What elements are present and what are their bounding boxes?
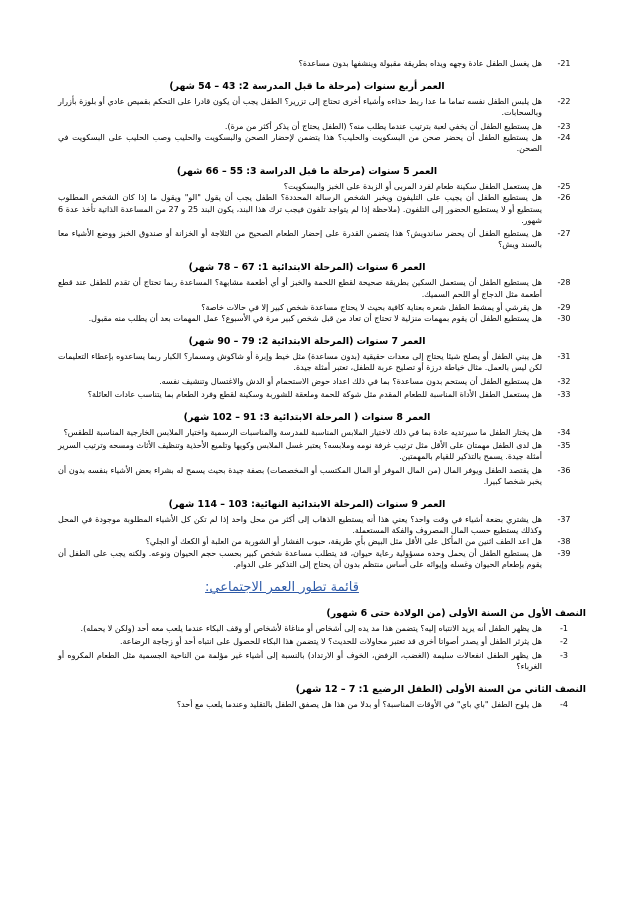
item-25 bbox=[58, 181, 586, 192]
item-text: هل يظهر الطفل أنه يريد الانتباه إليه؟ يتضمن هذا مد يده إلى أشخاص أو مناغاة لأشخاص أو وقف البكاء عندما يلعب معه أحد (ولكن لا يحمله). bbox=[80, 624, 542, 634]
social-age-list-title: قائمة تطور العمر الاجتماعي: bbox=[205, 580, 359, 596]
item-text: هل يستطيع الطفل أن يحضر ساندويش؟ هذا يتضمن القدرة على إحضار الطعام الصحيح من الثلاجة أو الخزانة أو صندوق الخبز ووضع الأشياء معا بالسند ويش؟ bbox=[58, 229, 542, 250]
item-text: هل يستطيع الطفل أن يجيب على التليفون ويخبر الشخص الرسالة المحددة؟ الطفل يجب أن يقول "الو" ويقول ما إذا كان الشخص المطلوب يستطيع أو لا يستطيع الحضور إلى التلفون. (ملاحظة إذا لم يتواجد تلفون فيجب ترك هذا البند، يكون البند 25 و 27 من المساعدة الذاتية تأخذ عدة 6 شهور. bbox=[58, 193, 543, 225]
section-heading-age-5: العمر 5 سنوات (مرحلة ما قبل الدراسة 3: 55 – 66 شهر) bbox=[176, 166, 438, 178]
social-item-3 bbox=[58, 650, 586, 672]
social-item-2 bbox=[58, 636, 586, 647]
item-number: -31 bbox=[557, 352, 571, 362]
item-number: -2 bbox=[560, 637, 568, 647]
item-33 bbox=[58, 389, 586, 400]
document-page bbox=[58, 58, 586, 710]
item-21 bbox=[58, 58, 586, 69]
item-29 bbox=[58, 302, 586, 313]
social-item-4 bbox=[58, 699, 586, 710]
item-number: -39 bbox=[557, 548, 571, 558]
item-text: هل يستطيع الطفل أن يحضر صحن من البسكويت والحليب؟ هذا يتضمن لإحضار الصحن والبسكويت والحليب وصب الحليب على البسكويت في الصحن. bbox=[58, 132, 542, 154]
section-heading-age-7: العمر 7 سنوات (المرحلة الابتدائية 2: 79 – 90 شهر) bbox=[188, 336, 426, 348]
item-text: هل يستطيع الطفل أن يستعمل السكين بطريقة صحيحة لقطع اللحمة والخبز أو أي أطعمة مشابهة؟ المساعدة ربما تحتاج أن تقدم للطفل عند قطع أطعمة مثل الدجاج أو اللحم السميك. bbox=[58, 278, 542, 299]
item-number: -34 bbox=[557, 428, 571, 438]
item-number: -37 bbox=[557, 515, 571, 525]
item-23 bbox=[58, 121, 586, 132]
item-number: -28 bbox=[557, 278, 571, 288]
item-22 bbox=[58, 96, 586, 118]
item-number: -24 bbox=[557, 132, 571, 142]
item-text: هل يبني الطفل أو يصلح شيئا يحتاج إلى معدات حقيقية (بدون مساعدة) مثل خيط وإبرة أو شاكوش ومسمار؟ الكبار ربما يساعدوه بإعطاء التعليمات لكن ليس بالعمل. مثال خياطة درزة أو تصليح عربة للطفل، تعتبر أمثلة جيدة. bbox=[58, 352, 542, 373]
item-27 bbox=[58, 228, 586, 250]
item-38 bbox=[58, 536, 586, 547]
item-text: هل يلبس الطفل نفسه تماما ما عدا ربط حذاءه وأشياء أخرى تحتاج إلى تزرير؟ الطفل يجب أن يكون قادرا على التحكم بقميص عادي أو بلوزة بأزرار وبالسحابات. bbox=[58, 97, 542, 118]
item-number: -1 bbox=[560, 624, 568, 634]
item-text: هل اعد الطف اثنين من المأكل على الأقل مثل البيض بأي طريقة، حبوب الفشار أو الشوربة من العلبة أو الكعك أو الجلي؟ bbox=[145, 537, 542, 547]
item-28 bbox=[58, 277, 586, 299]
section-heading-half-2: النصف الثاني من السنة الأولى (الطفل الرضيع 1: 7 – 12 شهر) bbox=[295, 683, 586, 695]
item-text: هل يقرشي أو يمشط الطفل شعره بعناية كافية بحيث لا يحتاج مساعدة شخص كبير إلا في حالات خاصة؟ bbox=[201, 302, 542, 312]
item-24 bbox=[58, 132, 586, 154]
section-heading-age-8: العمر 8 سنوات ( المرحلة الابتدائية 3: 91 – 102 شهر) bbox=[183, 412, 431, 424]
item-text: هل يستطيع الطفل أن يقوم بمهمات منزلية لا تحتاج أن تعاد من قبل شخص كبير مرة في الأسبوع؟ عمل المهمات بعد أن يطلب منه مقبول. bbox=[88, 314, 542, 324]
item-number: -4 bbox=[560, 699, 568, 709]
item-text: هل يثرثر الطفل أو يصدر أصواتا أخرى قد تعتبر محاولات للحديث؟ لا يتضمن هذا البكاء للحصول على انتباه أحد أو زجاجة الرضاعة. bbox=[119, 637, 542, 647]
item-text: هل يظهر الطفل انفعالات سليمة (الغضب، الرفض، الخوف أو الارتداد) بالنسبة إلى أشياء غير مؤلمة من الناحية الجسمية مثل الطعام المكروه أو الغرباء؟ bbox=[58, 650, 542, 671]
item-32 bbox=[58, 376, 586, 387]
item-text: هل لدى الطفل مهمتان على الأقل مثل ترتيب غرفة نومه وملابسه؟ يعتبر غسل الملابس وكويها وتلميع الأحذية وتنظيف الأثاث ومسحه وترتيب السرير أمثلة جيدة. يسمح بالتذكير للقيام بالمهمتين. bbox=[58, 441, 542, 462]
item-text: هل يستعمل الطفل الأداة المناسبة للطعام المقدم مثل شوكة للحمة وملعقة للشوربة وسكينة لقطع وفرد الطعام بما يتناسب عادات العائلة؟ bbox=[87, 389, 542, 399]
item-number: -27 bbox=[557, 229, 571, 239]
item-number: -38 bbox=[557, 537, 571, 547]
item-34 bbox=[58, 427, 586, 438]
item-number: -35 bbox=[557, 441, 571, 451]
item-37 bbox=[58, 514, 586, 536]
item-number: -23 bbox=[557, 121, 571, 131]
item-number: -21 bbox=[557, 59, 571, 68]
item-31 bbox=[58, 351, 586, 373]
item-number: -36 bbox=[557, 465, 571, 475]
item-text: هل يستعمل الطفل سكينة طعام لفرد المربى أو الزبدة على الخبز والبسكويت؟ bbox=[283, 182, 542, 192]
item-number: -33 bbox=[557, 389, 571, 399]
item-text: هل يختار الطفل ما سيرتديه عادة بما في ذلك لاختيار الملابس المناسبة للمدرسة والمناسبات الرسمية واختيار الملابس الخارجية المناسبة للطقس؟ bbox=[63, 428, 542, 438]
social-item-1 bbox=[58, 623, 586, 634]
item-36 bbox=[58, 465, 586, 487]
item-number: -3 bbox=[560, 650, 568, 660]
item-26 bbox=[58, 192, 586, 226]
item-30 bbox=[58, 313, 586, 324]
item-number: -32 bbox=[557, 376, 571, 386]
item-number: -29 bbox=[557, 302, 571, 312]
item-number: -30 bbox=[557, 314, 571, 324]
section-heading-age-4: العمر أربع سنوات (مرحلة ما قبل المدرسة 2: 43 – 54 شهر) bbox=[169, 81, 445, 93]
item-35 bbox=[58, 440, 586, 462]
item-text: هل يقتصد الطفل ويوفر المال (من المال الموفر أو المال المكتسب أو المخصصات) بصفة جيدة بحيث يسمح له بشراء بعض الأشياء بنفسه بدون أن يخبر شخصا كبيرا. bbox=[58, 465, 542, 486]
item-number: -22 bbox=[557, 97, 571, 107]
item-text: هل يلوح الطفل "باي باي" في الأوقات المناسبة؟ أو بدلا من هذا هل يصفق الطفل بالتقليد وعندما يلعب مع أحد؟ bbox=[176, 699, 542, 709]
section-heading-age-6: العمر 6 سنوات (المرحلة الابتدائية 1: 67 – 78 شهر) bbox=[188, 262, 426, 274]
item-39 bbox=[58, 548, 586, 570]
section-heading-half-1: النصف الأول من السنة الأولى (من الولادة حتى 6 شهور) bbox=[326, 608, 586, 620]
item-text: هل يستطيع الطفل أن يستحم بدون مساعدة؟ بما في ذلك اعداد حوض الاستحمام أو الدش والاغتسال وتنشيف نفسه. bbox=[159, 376, 542, 386]
item-text: هل يستطيع الطفل أن يخفي لعبة بترتيب عندما يطلب منه؟ (الطفل يحتاج أن يذكر أكثر من مرة). bbox=[224, 121, 542, 131]
item-text: هل يغسل الطفل عادة وجهه ويداه بطريقة مقبولة وينشفها بدون مساعدة؟ bbox=[298, 59, 542, 68]
item-text: هل يستطيع الطفل أن يحمل وحده مسؤولية رعاية حيوان، قد يتطلب مساعدة شخص كبير بحسب حجم الحيوان ونوعه. ولكنه يجب على الطفل أن يقوم بإطعام الحيوان وغسله وإيوائه على أساس منتظم بدون أن يحتاج إلى التذكير على الدوام. bbox=[58, 548, 542, 569]
item-text: هل يشتري بضعة أشياء في وقت واحد؟ يعني هذا أنه يستطيع الذهاب إلى أكثر من محل واحد إذا لم تكن كل الأشياء المطلوبة موجودة في المحل وكذلك يستطيع حسب المال المصروف والفكة المستعملة. bbox=[58, 515, 542, 536]
section-heading-age-9: العمر 9 سنوات (المرحلة الابتدائية النهائية: 103 – 114 شهر) bbox=[168, 499, 446, 511]
item-number: -25 bbox=[557, 182, 571, 192]
item-number: -26 bbox=[557, 193, 571, 203]
